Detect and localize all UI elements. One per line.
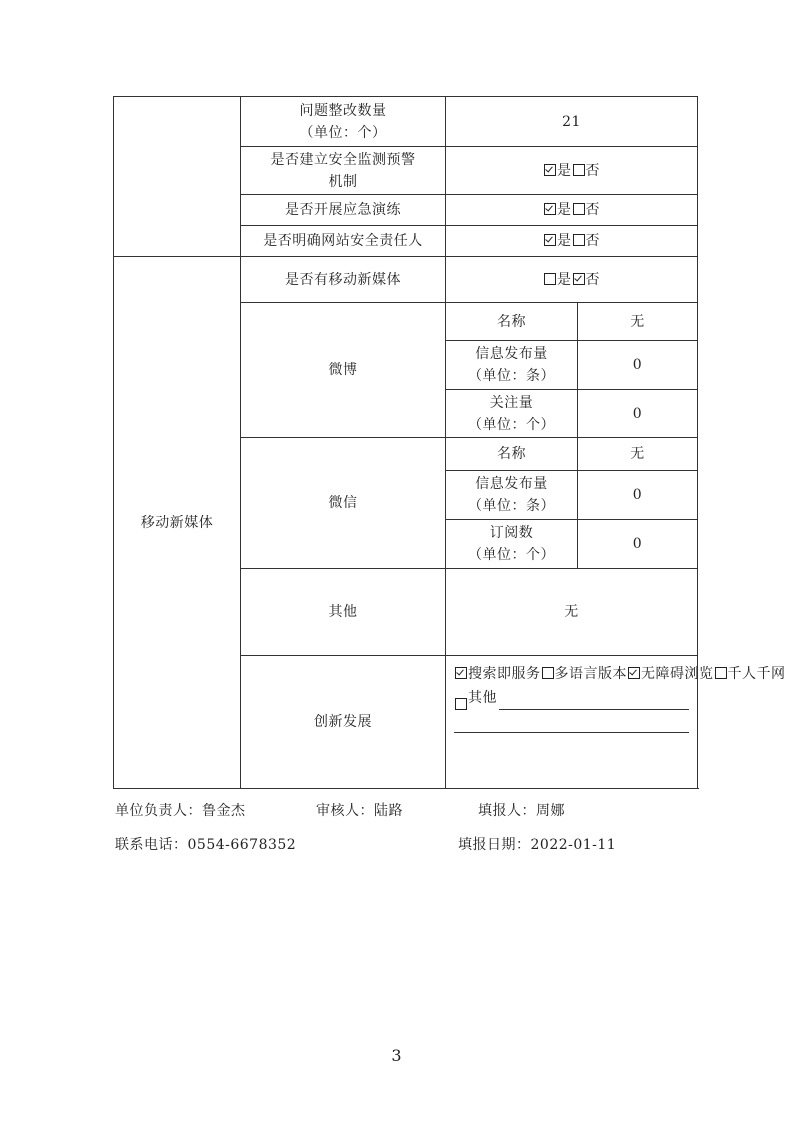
no-checkbox[interactable] xyxy=(573,203,585,215)
wechat-posts-label: 信息发布量 （单位：条） xyxy=(446,471,578,520)
innovation-options xyxy=(446,656,786,789)
wechat-name-label: 名称 xyxy=(446,438,578,471)
yes-checkbox-checked[interactable] xyxy=(544,164,556,176)
wechat-subscribers-value: 0 xyxy=(578,520,698,569)
other-media-value: 无 xyxy=(446,569,698,656)
weibo-name-value: 无 xyxy=(578,303,698,341)
rectification-count-value: 21 xyxy=(446,97,698,147)
yes-checkbox-checked[interactable] xyxy=(544,203,556,215)
table-row xyxy=(114,97,698,147)
contact-phone: 联系电话：0554-6678352 xyxy=(115,837,297,853)
search-service-checkbox-checked[interactable] xyxy=(455,667,467,679)
weibo-followers-label: 关注量 （单位：个） xyxy=(446,390,578,438)
page-number: 3 xyxy=(391,1046,402,1065)
other-checkbox[interactable] xyxy=(455,698,467,710)
no-checkbox-checked[interactable] xyxy=(573,273,585,285)
security-section-cell xyxy=(114,97,241,257)
responsible-label: 是否明确网站安全责任人 xyxy=(241,226,446,257)
innovation-section-label: 创新发展 xyxy=(241,656,446,789)
other-fill-line-2[interactable] xyxy=(454,714,689,733)
report-table xyxy=(113,96,786,789)
wechat-subscribers-label: 订阅数 （单位：个） xyxy=(446,520,578,569)
other-fill-line[interactable] xyxy=(499,691,689,710)
drill-options: 是 否 xyxy=(446,195,698,226)
yes-checkbox-checked[interactable] xyxy=(544,234,556,246)
filler: 填报人：周娜 xyxy=(478,803,565,819)
reviewer: 审核人：陆路 xyxy=(316,803,403,819)
wechat-name-value: 无 xyxy=(578,438,698,471)
drill-label: 是否开展应急演练 xyxy=(241,195,446,226)
rectification-count-label: 问题整改数量 （单位：个） xyxy=(241,97,446,147)
thousand-checkbox[interactable] xyxy=(715,667,727,679)
accessible-checkbox-checked[interactable] xyxy=(628,667,640,679)
innovation-options-line: 搜索即服务 多语言版本 无障碍浏览 千人千网 xyxy=(454,662,689,686)
responsible-options: 是 否 xyxy=(446,226,698,257)
unit-head: 单位负责人：鲁金杰 xyxy=(115,803,246,819)
innovation-other-line: 其他 xyxy=(454,686,689,710)
fill-date: 填报日期：2022-01-11 xyxy=(458,837,617,853)
yes-checkbox[interactable] xyxy=(544,273,556,285)
weibo-label: 微博 xyxy=(241,303,446,438)
weibo-followers-value: 0 xyxy=(578,390,698,438)
has-new-media-options: 是 否 xyxy=(446,257,698,303)
weibo-posts-label: 信息发布量 （单位：条） xyxy=(446,341,578,390)
wechat-label: 微信 xyxy=(241,438,446,569)
no-checkbox[interactable] xyxy=(573,234,585,246)
weibo-name-label: 名称 xyxy=(446,303,578,341)
multilingual-checkbox[interactable] xyxy=(542,667,554,679)
weibo-posts-value: 0 xyxy=(578,341,698,390)
wechat-posts-value: 0 xyxy=(578,471,698,520)
new-media-section-label: 移动新媒体 xyxy=(114,257,241,789)
has-new-media-label: 是否有移动新媒体 xyxy=(241,257,446,303)
table-row xyxy=(114,257,698,303)
other-media-label: 其他 xyxy=(241,569,446,656)
monitoring-label: 是否建立安全监测预警 机制 xyxy=(241,147,446,195)
monitoring-options: 是 否 xyxy=(446,147,698,195)
no-checkbox[interactable] xyxy=(573,164,585,176)
